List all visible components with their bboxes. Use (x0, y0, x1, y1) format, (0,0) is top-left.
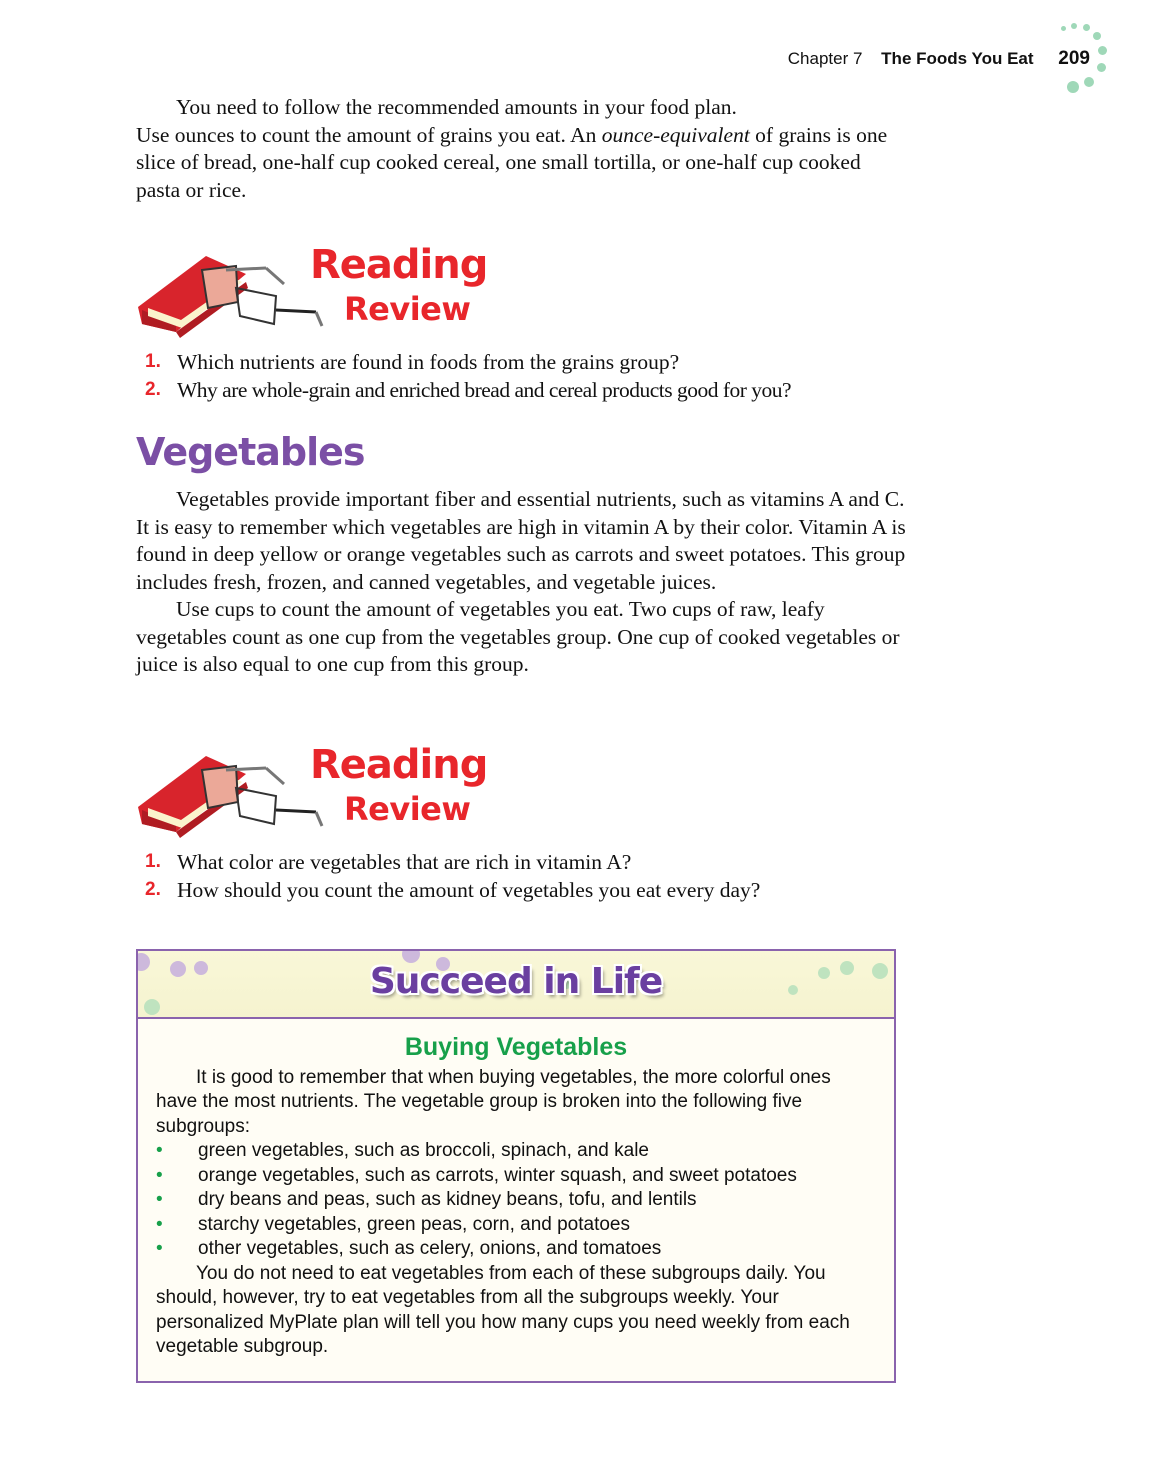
bullet-icon: • (156, 1189, 163, 1210)
list-item: • starchy vegetables, green peas, corn, and potatoes (156, 1213, 876, 1238)
chapter-title: The Foods You Eat (881, 49, 1034, 68)
banner-title: Succeed in Life (369, 961, 663, 1002)
running-header (0, 48, 1090, 70)
book-glasses-icon (136, 252, 336, 338)
decorative-dots-icon (1055, 18, 1115, 98)
vegetables-body (136, 486, 906, 679)
chapter-label: Chapter 7 (787, 49, 863, 68)
term-ounce-equivalent: ounce-equivalent (601, 122, 750, 147)
bullet-icon: • (156, 1238, 163, 1259)
bullet-icon: • (156, 1213, 163, 1235)
list-item: • dry beans and peas, such as kidney beans, tofu, and lentils (156, 1188, 876, 1213)
question-item: 1. Which nutrients are found in foods from the grains group? (145, 350, 680, 374)
list-item: • green vegetables, such as broccoli, spinach, and kale (156, 1139, 876, 1164)
list-item: • other vegetables, such as celery, onions, and tomatoes (156, 1237, 876, 1262)
reading-review-title-2: Review (344, 790, 471, 828)
vegetables-para-2: Use cups to count the amount of vegetables you eat. Two cups of raw, leafy vegetables count as one cup from the vegetables group. One cup of cooked vegetables or juice is also equal to one cup from this group. (136, 597, 900, 676)
question-item: 1. What color are vegetables that are rich in vitamin A? (145, 850, 632, 874)
page-number: 209 (1058, 48, 1090, 69)
intro-line1: You need to follow the recommended amounts in your food plan. (176, 95, 737, 119)
vegetables-para-1: Vegetables provide important fiber and essential nutrients, such as vitamins A and C. It is easy to remember which vegetables are high in vitamin A by their color. Vitamin A is found in deep yellow or orange vegetables such as carrots and sweet potatoes. This group includes fresh, frozen, and canned vegetables, and vegetable juices. (136, 487, 906, 594)
book-glasses-icon (136, 752, 336, 838)
review-questions-grains (145, 348, 915, 404)
box-closing: You do not need to eat vegetables from each of these subgroups daily. You should, however, try to eat vegetables from all the subgroups weekly. Your personalized MyPlate plan will tell you how many cups you need weekly from each vegetable subgroup. (156, 1262, 850, 1357)
intro-paragraph (136, 94, 906, 204)
reading-review-title-1: Reading (310, 242, 488, 288)
box-heading: Buying Vegetables (404, 1033, 628, 1061)
box-intro: It is good to remember that when buying vegetables, the more colorful ones have the most nutrients. The vegetable group is broken into the following five subgroups: (156, 1066, 831, 1137)
reading-review-title-1: Reading (310, 742, 488, 788)
succeed-banner (138, 951, 894, 1019)
section-heading-vegetables: Vegetables (136, 430, 365, 474)
reading-review-banner (136, 242, 496, 343)
list-item: • orange vegetables, such as carrots, winter squash, and sweet potatoes (156, 1164, 876, 1189)
question-item: 2. How should you count the amount of vegetables you eat every day? (145, 878, 761, 902)
reading-review-title-2: Review (344, 290, 471, 328)
bullet-icon: • (156, 1140, 163, 1161)
bullet-icon: • (156, 1164, 163, 1186)
succeed-in-life-box (136, 949, 896, 1383)
reading-review-banner (136, 742, 496, 843)
review-questions-vegetables (145, 848, 915, 904)
intro-line2: Use ounces to count the amount of grains you eat. An ounce-equivalent of grains is one slice of bread, one-half cup cooked cereal, one small tortilla, or one-half cup cooked pasta or rice. (136, 122, 888, 202)
question-item: 2. Why are whole-grain and enriched bread and cereal products good for you? (145, 378, 792, 402)
succeed-box-body (138, 1019, 894, 1360)
